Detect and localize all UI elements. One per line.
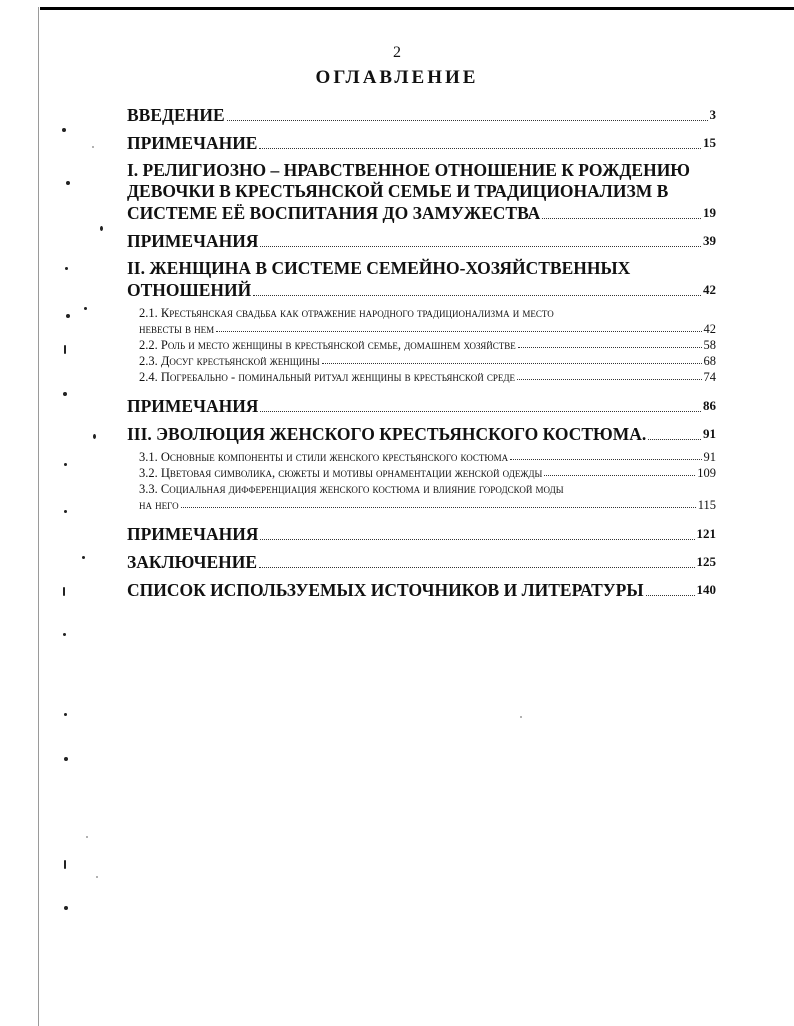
dot-leader <box>259 567 694 568</box>
toc-entry-label: ПРИМЕЧАНИЯ <box>127 231 259 251</box>
toc-entry-label: ПРИМЕЧАНИЕ <box>127 133 258 153</box>
scan-speck <box>86 836 88 838</box>
toc-title: ОГЛАВЛЕНИЕ <box>315 67 479 88</box>
scan-speck <box>64 757 68 761</box>
dot-leader <box>253 295 701 296</box>
toc-subentry-label: 2.2. Роль и место женщины в крестьянской семье, домашнем хозяйстве <box>139 338 516 352</box>
toc-entry-page: 42 <box>703 282 716 297</box>
toc-entry-page: 19 <box>703 205 716 220</box>
toc-entry-conclusion[interactable] <box>127 551 716 573</box>
dot-leader <box>517 379 702 380</box>
dot-leader <box>322 363 702 364</box>
toc-subsections-chapter-2 <box>127 305 716 385</box>
toc-subentry-page: 109 <box>697 466 716 480</box>
toc-subentry-label: 3.2. Цветовая символика, сюжеты и мотивы орнаментации женской одежды <box>139 466 543 480</box>
toc-subentry-page: 115 <box>697 498 716 512</box>
toc-entry-label: ПРИМЕЧАНИЯ <box>127 524 259 544</box>
toc-subentry-2-4[interactable] <box>139 369 716 385</box>
dot-leader <box>181 507 696 508</box>
scan-speck <box>100 226 103 231</box>
toc-entry-page: 91 <box>703 426 716 441</box>
scan-speck <box>93 434 96 439</box>
dot-leader <box>260 539 694 540</box>
toc-subentry-label: 3.1. Основные компоненты и стили женского крестьянского костюма <box>139 450 509 464</box>
toc-entry-notes-1[interactable] <box>127 230 716 252</box>
toc-entry-notes-2[interactable] <box>127 395 716 417</box>
toc-entry-page: 39 <box>703 233 716 248</box>
toc-entry-chapter-1[interactable] <box>127 160 716 224</box>
toc-subentry-label: 2.3. Досуг крестьянской женщины <box>139 354 320 368</box>
toc-subentry-2-3[interactable] <box>139 353 716 369</box>
toc-subentry-page: 58 <box>703 338 716 352</box>
dot-leader <box>260 246 701 247</box>
toc-subentry-3-3[interactable] <box>139 481 716 513</box>
toc-subentry-page: 74 <box>703 370 716 384</box>
toc-subentry-page: 42 <box>703 322 716 336</box>
toc-subentry-label: 2.4. Погребально - поминальный ритуал женщины в крестьянской среде <box>139 370 515 384</box>
toc-entry-notes-3[interactable] <box>127 523 716 545</box>
toc-entry-label: СПИСОК ИСПОЛЬЗУЕМЫХ ИСТОЧНИКОВ И ЛИТЕРАТУРЫ <box>127 580 644 600</box>
scan-speck <box>96 876 98 878</box>
toc-entry-introduction[interactable] <box>127 104 716 126</box>
toc-subentry-label-line: на него <box>139 498 179 512</box>
toc-subentry-2-1[interactable] <box>139 305 716 337</box>
table-of-contents <box>127 104 716 607</box>
dot-leader <box>260 411 701 412</box>
toc-entry-label: ПРИМЕЧАНИЯ <box>127 396 259 416</box>
toc-entry-label-line: II. ЖЕНЩИНА В СИСТЕМЕ СЕМЕЙНО-ХОЗЯЙСТВЕННЫХ <box>127 258 631 278</box>
scan-speck <box>66 181 70 185</box>
dot-leader <box>259 148 701 149</box>
toc-entry-label: ВВЕДЕНИЕ <box>127 105 225 125</box>
dot-leader <box>544 475 695 476</box>
toc-entry-label-line: ДЕВОЧКИ В КРЕСТЬЯНСКОЙ СЕМЬЕ И ТРАДИЦИОНАЛИЗМ В <box>127 181 669 201</box>
toc-subentry-label-line: невесты в нем <box>139 322 215 336</box>
toc-entry-label-line: СИСТЕМЕ ЕЁ ВОСПИТАНИЯ ДО ЗАМУЖЕСТВА <box>127 203 541 223</box>
scan-speck <box>63 392 67 396</box>
toc-entry-page: 15 <box>703 135 716 150</box>
toc-subentry-2-2[interactable] <box>139 337 716 353</box>
toc-entry-page: 125 <box>696 554 716 569</box>
toc-entry-note[interactable] <box>127 132 716 154</box>
scan-speck <box>520 716 522 718</box>
toc-entry-page: 86 <box>703 398 716 413</box>
toc-subsections-chapter-3 <box>127 449 716 513</box>
dot-leader <box>510 459 701 460</box>
scan-speck <box>84 307 87 310</box>
toc-entry-chapter-3[interactable] <box>127 423 716 445</box>
dot-leader <box>542 218 701 219</box>
scan-speck <box>64 906 68 910</box>
left-margin-line <box>38 7 39 1026</box>
scan-speck <box>64 345 66 354</box>
toc-subentry-3-2[interactable] <box>139 465 716 481</box>
top-border-line <box>40 7 794 10</box>
dot-leader <box>648 439 701 440</box>
dot-leader <box>216 331 701 332</box>
scan-speck <box>82 556 85 559</box>
scan-speck <box>66 314 70 318</box>
toc-subentry-page: 68 <box>703 354 716 368</box>
toc-entry-chapter-2[interactable] <box>127 258 716 301</box>
scan-speck <box>62 128 66 132</box>
scan-speck <box>92 146 94 148</box>
toc-entry-label-line: I. РЕЛИГИОЗНО – НРАВСТВЕННОЕ ОТНОШЕНИЕ К РОЖДЕНИЮ <box>127 160 691 180</box>
toc-entry-label-line: ОТНОШЕНИЙ <box>127 280 252 300</box>
toc-entry-page: 3 <box>709 107 716 122</box>
dot-leader <box>518 347 702 348</box>
scan-speck <box>63 633 66 636</box>
toc-subentry-label-line: 3.3. Социальная дифференциация женского костюма и влияние городской моды <box>139 482 564 496</box>
toc-subentry-page: 91 <box>703 450 716 464</box>
toc-subentry-label-line: 2.1. Крестьянская свадьба как отражение народного традиционализма и место <box>139 306 554 320</box>
scan-speck <box>65 267 68 270</box>
toc-entry-page: 140 <box>696 582 716 597</box>
scan-speck <box>64 713 67 716</box>
toc-entry-page: 121 <box>696 526 716 541</box>
toc-entry-label: ЗАКЛЮЧЕНИЕ <box>127 552 258 572</box>
scan-speck <box>64 860 66 869</box>
dot-leader <box>227 120 708 121</box>
scan-speck <box>64 510 67 513</box>
page-number: 2 <box>393 44 401 61</box>
scan-speck <box>64 463 67 466</box>
toc-subentry-3-1[interactable] <box>139 449 716 465</box>
toc-entry-bibliography[interactable] <box>127 579 716 601</box>
toc-entry-label: III. ЭВОЛЮЦИЯ ЖЕНСКОГО КРЕСТЬЯНСКОГО КОСТЮМА. <box>127 424 647 444</box>
dot-leader <box>646 595 695 596</box>
scan-speck <box>63 587 65 596</box>
